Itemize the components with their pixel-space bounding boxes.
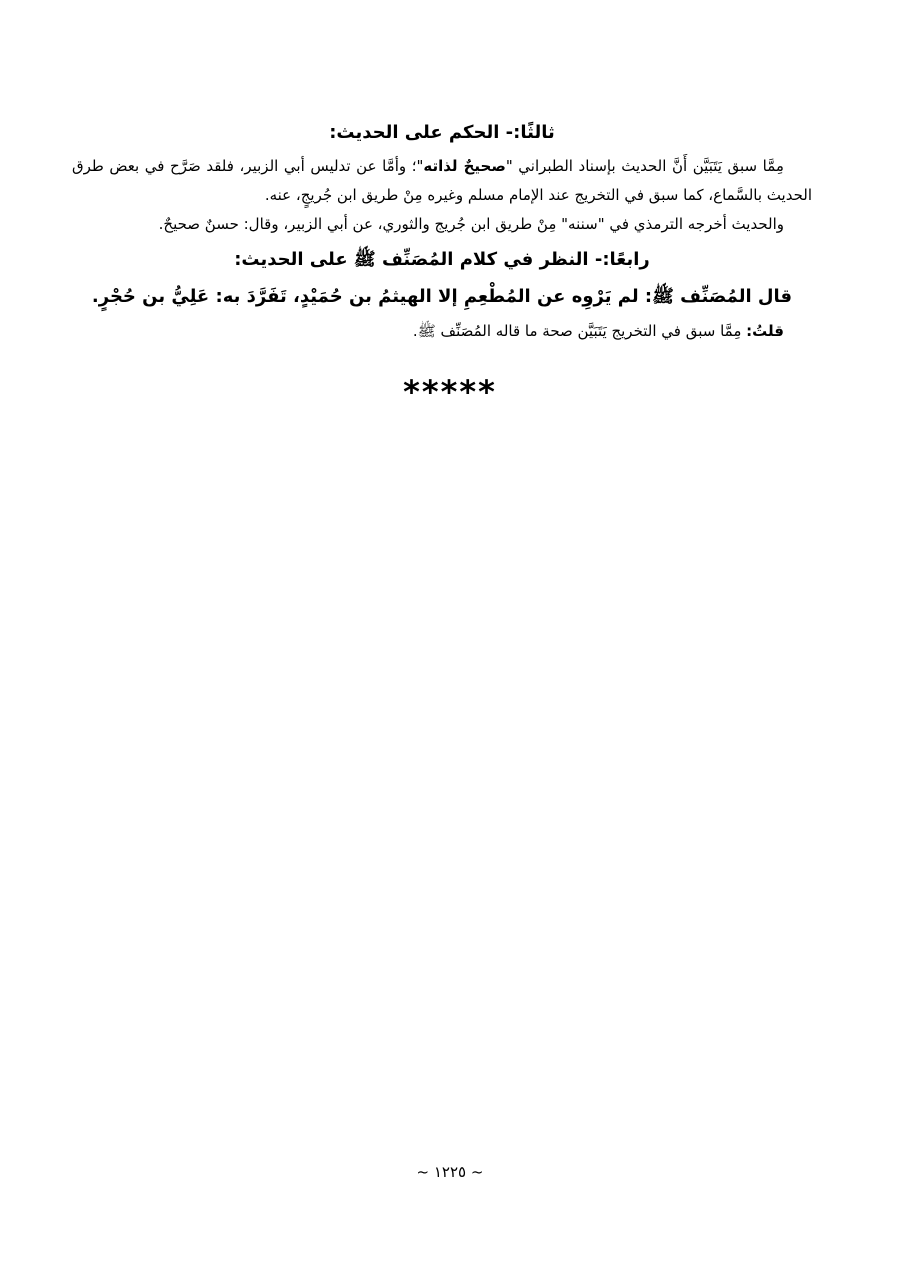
section-three-paragraph-2: والحديث أخرجه الترمذي في "سننه" مِنْ طريق ابن جُريج والثوري، عن أبي الزبير، وقال: حسنٌ صحيحٌ. xyxy=(158,215,784,233)
paragraph-1-bold-text: صحيحٌ لذاته xyxy=(423,157,506,175)
paragraph-1-text-a: مِمَّا سبق يَتَبَيَّن أَنَّ الحديث بإسناد الطبراني " xyxy=(505,157,784,175)
section-four-label: رابعًا: xyxy=(602,249,650,270)
author-quote-label: قال المُصَنِّف ﷺ: xyxy=(644,286,793,307)
commentary-text: مِمَّا سبق في التخريج يَتَبَيَّن صحة ما قاله المُصَنِّف ﷺ. xyxy=(412,322,742,340)
section-four-heading xyxy=(72,243,812,277)
paragraph-1-text-c: بعض طرق الحديث بالسَّماع، كما سبق في التخريج عند الإمام مسلم وغيره مِنْ طريق ابن جُريجٍ، عنه. xyxy=(72,157,812,204)
section-three-title: - الحكم على الحديث: xyxy=(329,122,514,143)
author-quote xyxy=(72,279,812,315)
section-four-title: - النظر في كلام المُصَنِّف ﷺ على الحديث: xyxy=(234,249,603,270)
author-quote-text: لم يَرْوِه عن المُطْعِمِ إلا الهيثمُ بن حُمَيْدٍ، تَفَرَّدَ به: عَلِيُّ بن حُجْرٍ. xyxy=(91,286,639,307)
document-content xyxy=(72,112,812,345)
section-three-heading xyxy=(72,116,812,150)
paragraph-1-text-b: "؛ وأمَّا عن تدليس أبي الزبير، فلقد صَرَّح في xyxy=(144,157,424,175)
page-number: ~ ١٢٢٥ ~ xyxy=(416,1163,484,1181)
commentary-note xyxy=(72,317,812,345)
section-separator: ***** xyxy=(403,373,497,411)
section-three-paragraph-1 xyxy=(72,152,812,210)
commentary-label: قلتُ: xyxy=(746,322,784,340)
section-three-label: ثالثًا: xyxy=(513,122,555,143)
